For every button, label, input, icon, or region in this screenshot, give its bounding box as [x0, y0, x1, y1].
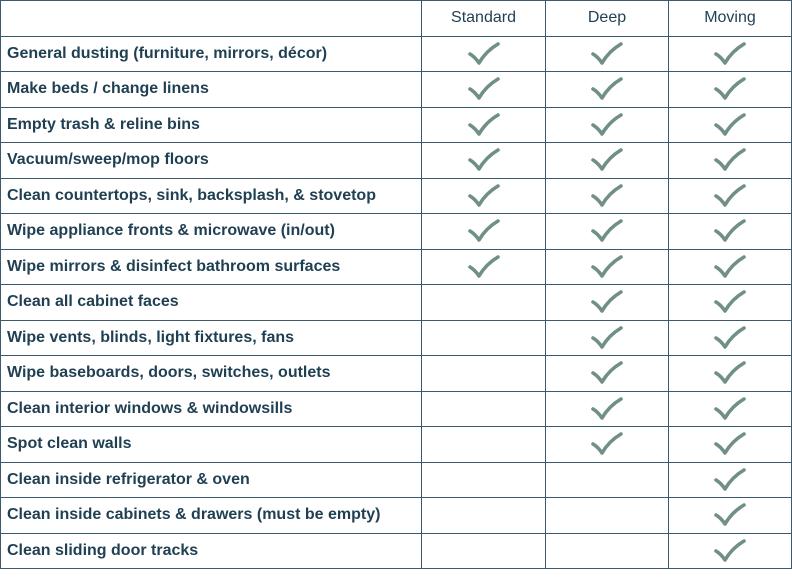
cell-moving	[669, 356, 792, 392]
cell-moving	[669, 249, 792, 285]
checkmark-icon	[591, 148, 623, 172]
task-label: General dusting (furniture, mirrors, décor)	[1, 36, 422, 72]
cell-moving	[669, 391, 792, 427]
table-row	[1, 533, 792, 569]
checkmark-icon	[468, 77, 500, 101]
table-row	[1, 178, 792, 214]
cell-deep	[546, 36, 669, 72]
cell-deep	[546, 462, 669, 498]
cell-moving	[669, 72, 792, 108]
cell-deep	[546, 320, 669, 356]
cell-standard	[422, 320, 546, 356]
checkmark-icon	[468, 113, 500, 137]
cell-standard	[422, 143, 546, 179]
cell-standard	[422, 36, 546, 72]
cell-standard	[422, 498, 546, 534]
cell-deep	[546, 356, 669, 392]
task-label: Make beds / change linens	[1, 72, 422, 108]
cell-standard	[422, 391, 546, 427]
checkmark-icon	[468, 148, 500, 172]
table-row	[1, 214, 792, 250]
table-row	[1, 285, 792, 321]
checkmark-icon	[714, 113, 746, 137]
cell-standard	[422, 356, 546, 392]
cell-standard	[422, 533, 546, 569]
task-label: Clean sliding door tracks	[1, 533, 422, 569]
checkmark-icon	[591, 77, 623, 101]
task-label: Clean inside refrigerator & oven	[1, 462, 422, 498]
checkmark-icon	[591, 42, 623, 66]
task-rows	[1, 36, 792, 569]
checkmark-icon	[591, 361, 623, 385]
table-row	[1, 320, 792, 356]
cell-deep	[546, 143, 669, 179]
table-row	[1, 107, 792, 143]
task-label: Wipe appliance fronts & microwave (in/out)	[1, 214, 422, 250]
task-label: Clean all cabinet faces	[1, 285, 422, 321]
checkmark-icon	[714, 77, 746, 101]
task-label: Vacuum/sweep/mop floors	[1, 143, 422, 179]
checkmark-icon	[714, 326, 746, 350]
cell-standard	[422, 285, 546, 321]
cell-deep	[546, 285, 669, 321]
cell-deep	[546, 249, 669, 285]
checkmark-icon	[714, 219, 746, 243]
checkmark-icon	[591, 255, 623, 279]
task-label: Wipe vents, blinds, light fixtures, fans	[1, 320, 422, 356]
cell-moving	[669, 143, 792, 179]
table-row	[1, 143, 792, 179]
checkmark-icon	[714, 397, 746, 421]
cell-standard	[422, 462, 546, 498]
header-corner-cell	[1, 1, 422, 37]
checkmark-icon	[591, 326, 623, 350]
checkmark-icon	[714, 290, 746, 314]
cell-moving	[669, 427, 792, 463]
cell-standard	[422, 427, 546, 463]
cell-moving	[669, 498, 792, 534]
cell-moving	[669, 214, 792, 250]
header-moving: Moving	[669, 1, 792, 37]
cell-standard	[422, 178, 546, 214]
checkmark-icon	[591, 397, 623, 421]
cell-moving	[669, 36, 792, 72]
task-label: Wipe baseboards, doors, switches, outlets	[1, 356, 422, 392]
checkmark-icon	[714, 503, 746, 527]
checkmark-icon	[714, 255, 746, 279]
cell-deep	[546, 391, 669, 427]
task-label: Clean interior windows & windowsills	[1, 391, 422, 427]
cell-moving	[669, 462, 792, 498]
cell-deep	[546, 214, 669, 250]
cell-standard	[422, 249, 546, 285]
cell-moving	[669, 320, 792, 356]
checkmark-icon	[591, 290, 623, 314]
table-row	[1, 36, 792, 72]
cell-deep	[546, 178, 669, 214]
cell-standard	[422, 72, 546, 108]
cell-moving	[669, 533, 792, 569]
header-deep: Deep	[546, 1, 669, 37]
table-row	[1, 72, 792, 108]
checkmark-icon	[591, 432, 623, 456]
cell-deep	[546, 533, 669, 569]
checkmark-icon	[714, 184, 746, 208]
cell-moving	[669, 285, 792, 321]
table-row	[1, 391, 792, 427]
checkmark-icon	[714, 539, 746, 563]
cell-standard	[422, 107, 546, 143]
task-label: Clean countertops, sink, backsplash, & stovetop	[1, 178, 422, 214]
checkmark-icon	[714, 42, 746, 66]
cell-moving	[669, 178, 792, 214]
cell-deep	[546, 107, 669, 143]
checkmark-icon	[714, 361, 746, 385]
task-label: Empty trash & reline bins	[1, 107, 422, 143]
header-standard: Standard	[422, 1, 546, 37]
cell-standard	[422, 214, 546, 250]
checkmark-icon	[591, 219, 623, 243]
checkmark-icon	[714, 432, 746, 456]
table-row	[1, 498, 792, 534]
checkmark-icon	[468, 255, 500, 279]
checkmark-icon	[591, 113, 623, 137]
checkmark-icon	[714, 468, 746, 492]
task-label: Clean inside cabinets & drawers (must be empty)	[1, 498, 422, 534]
cell-deep	[546, 72, 669, 108]
header-row	[1, 1, 792, 37]
table-row	[1, 356, 792, 392]
cell-deep	[546, 498, 669, 534]
table-row	[1, 427, 792, 463]
table-row	[1, 249, 792, 285]
task-label: Wipe mirrors & disinfect bathroom surfaces	[1, 249, 422, 285]
checkmark-icon	[468, 42, 500, 66]
checkmark-icon	[468, 219, 500, 243]
cell-moving	[669, 107, 792, 143]
checkmark-icon	[591, 184, 623, 208]
cell-deep	[546, 427, 669, 463]
checkmark-icon	[468, 184, 500, 208]
checkmark-icon	[714, 148, 746, 172]
table-row	[1, 462, 792, 498]
task-label: Spot clean walls	[1, 427, 422, 463]
